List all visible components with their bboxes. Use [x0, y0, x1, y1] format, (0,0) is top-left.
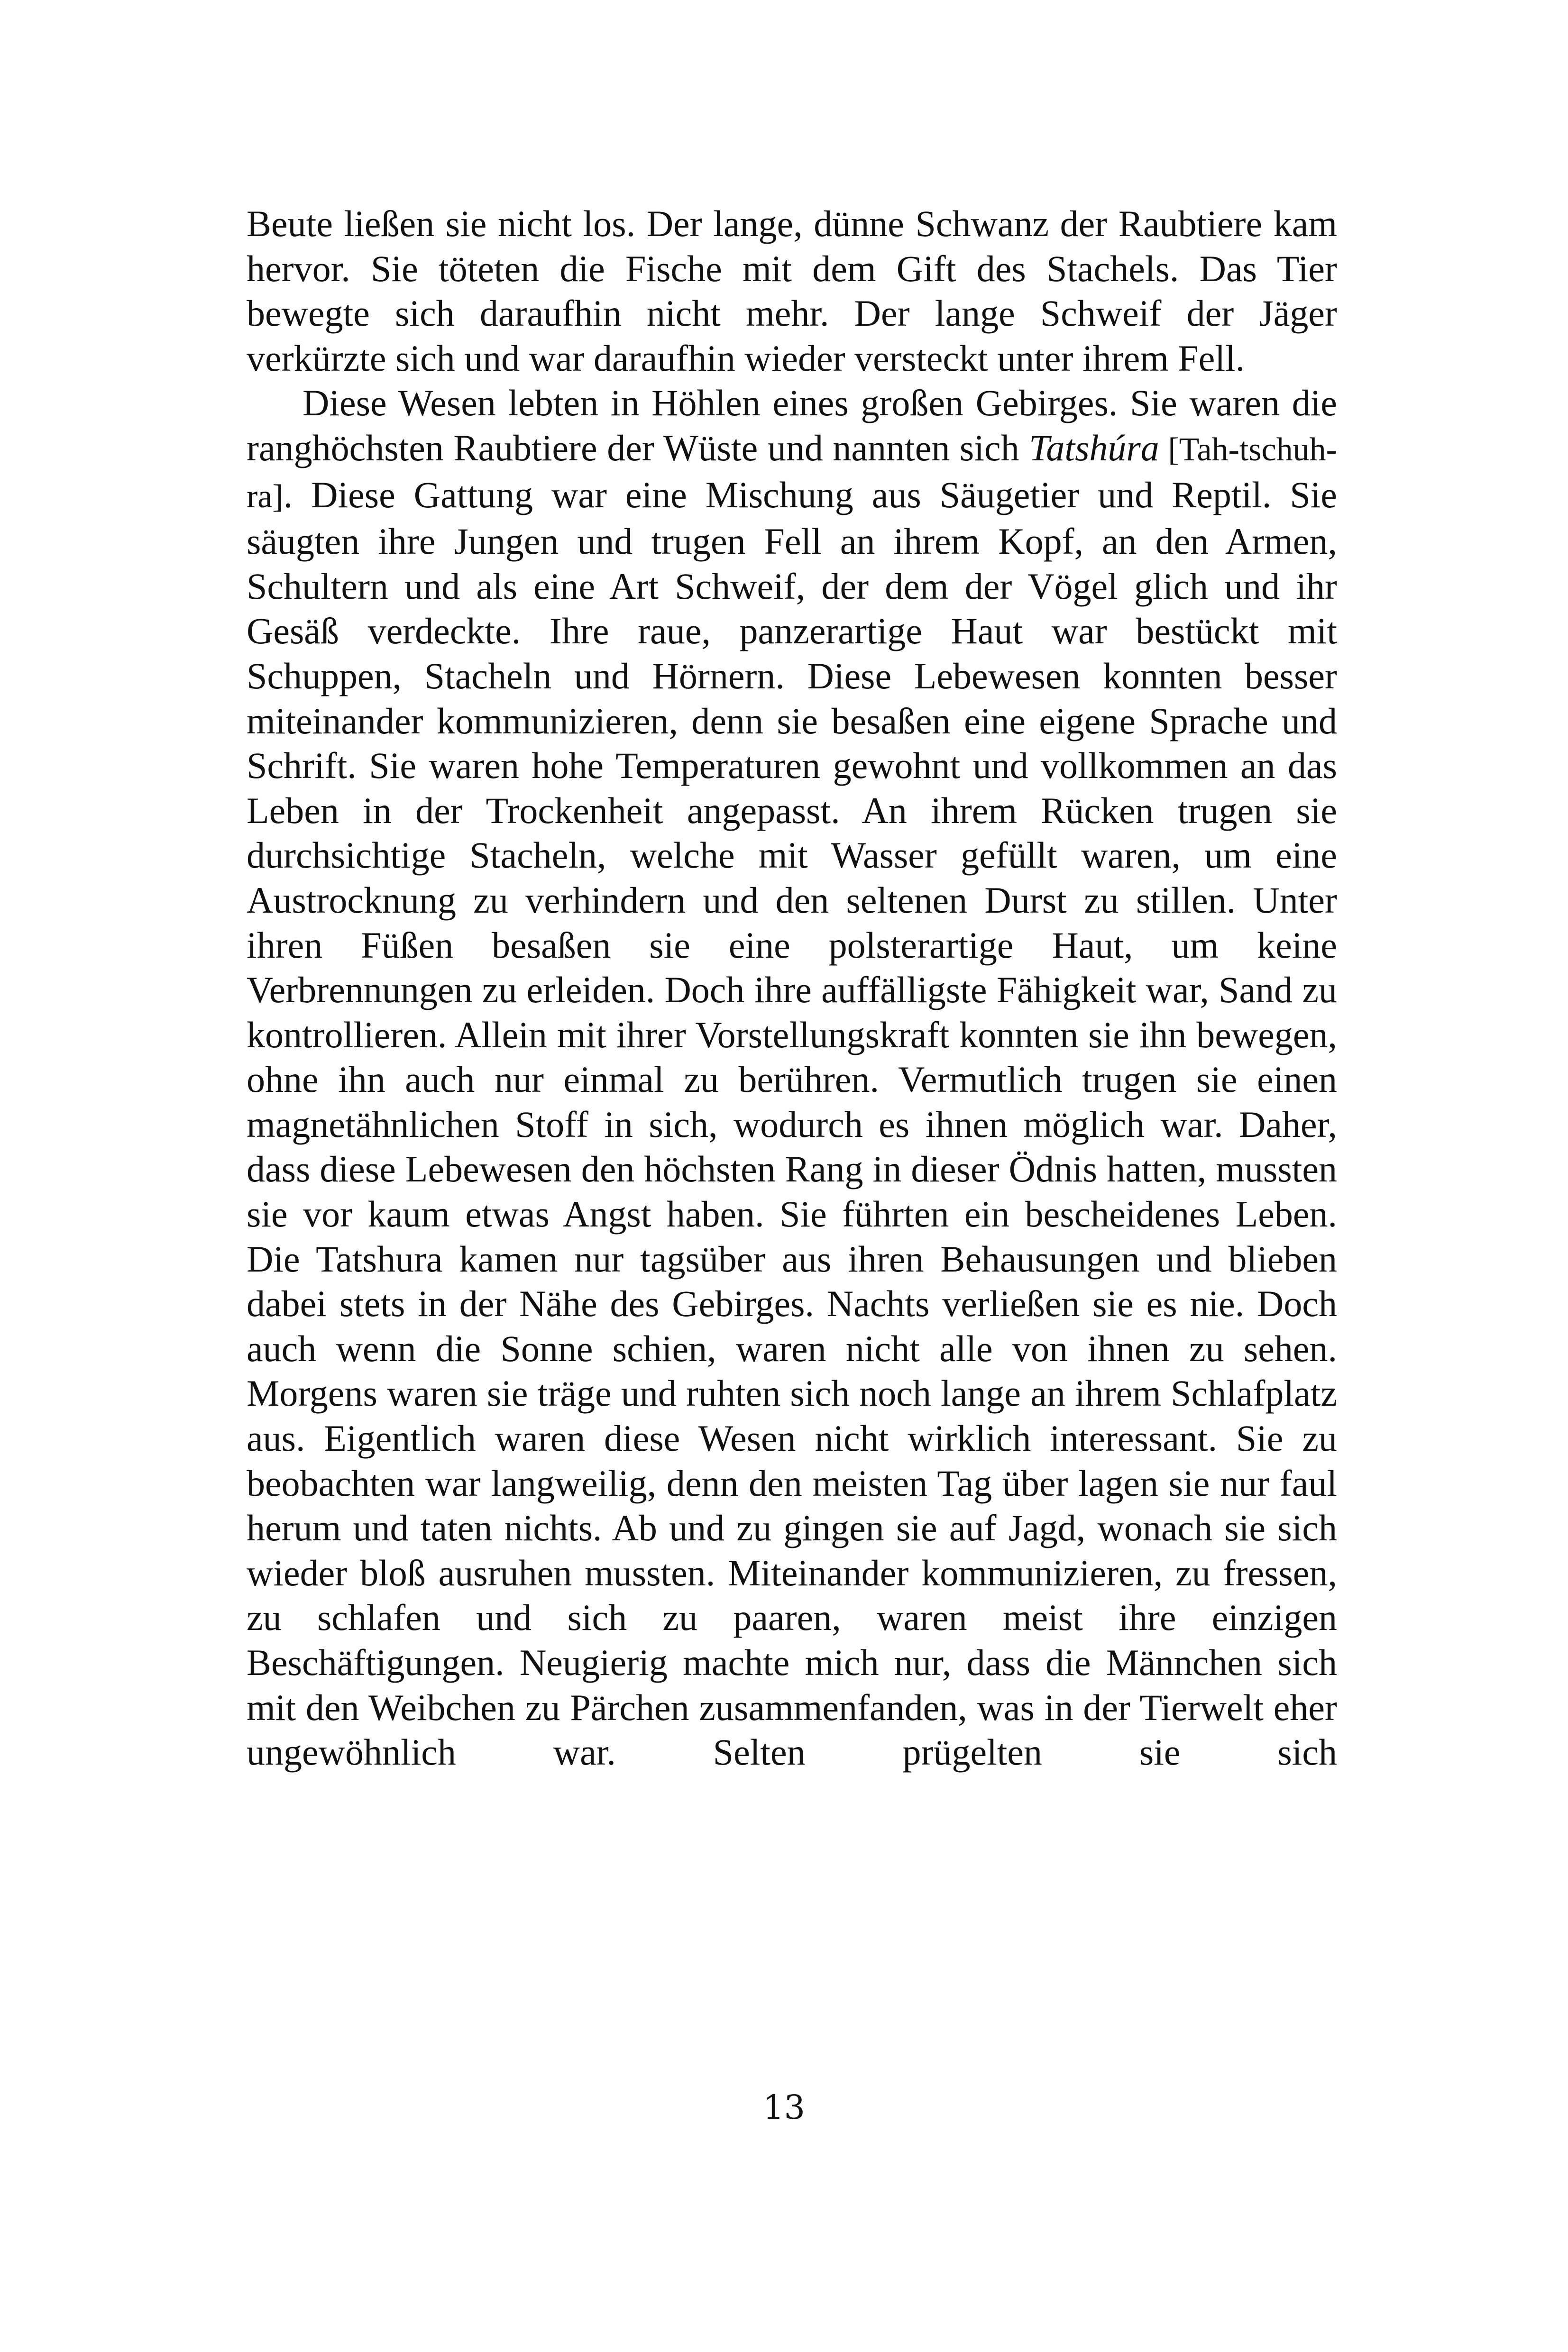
paragraph-2-lead: Diese Wesen lebten in Höhlen eines großen Gebirges. Sie waren die ranghöchsten Raubtiere der Wüste und nannten sich: [247, 382, 1337, 468]
paragraph-1: [247, 201, 1337, 381]
page-number: 13: [762, 2088, 806, 2127]
paragraph-2-rest: . Diese Gattung war eine Mischung aus Säugetier und Reptil. Sie säugten ihre Jungen und trugen Fell an ihrem Kopf, an den Armen, Schultern und als eine Art Schweif, der dem der Vögel glich und ihr Gesäß verdeckte. Ihre raue, panzerartige Haut war bestückt mit Schuppen, Stacheln und Hörnern. Diese Lebewesen konnten besser miteinander kommunizieren, denn sie besaßen eine eigene Sprache und Schrift. Sie waren hohe Temperaturen gewohnt und vollkommen an das Leben in der Trockenheit angepasst. An ihrem Rücken trugen sie durchsichtige Stacheln, welche mit Wasser gefüllt waren, um eine Austrocknung zu verhindern und den seltenen Durst zu stillen. Unter ihren Füßen besaßen sie eine polsterartige Haut, um keine Verbrennungen zu erleiden. Doch ihre auffälligste Fähigkeit war, Sand zu kontrollieren. Allein mit ihrer Vorstellungskraft konnten sie ihn bewegen, ohne ihn auch nur einmal zu berühren. Vermutlich trugen sie einen magnetähnlichen Stoff in sich, wodurch es ihnen möglich war. Daher, dass diese Lebewesen den höchsten Rang in dieser Ödnis hatten, mussten sie vor kaum etwas Angst haben. Sie führten ein bescheidenes Leben. Die Tatshura kamen nur tagsüber aus ihren Behausungen und blieben dabei stets in der Nähe des Gebirges. Nachts verließen sie es nie. Doch auch wenn die Sonne schien, waren nicht alle von ihnen zu sehen. Morgens waren sie träge und ruhten sich noch lange an ihrem Schlafplatz aus. Eigentlich waren diese Wesen nicht wirklich interessant. Sie zu beobachten war langweilig, denn den meisten Tag über lagen sie nur faul herum und taten nichts. Ab und zu gingen sie auf Jagd, wonach sie sich wieder bloß ausruhen mussten. Miteinander kommunizieren, zu fressen, zu schlafen und sich zu paaren, waren meist ihre einzigen Beschäftigungen. Neugierig machte mich nur, dass die Männchen sich mit den Weibchen zu Pärchen zusammenfanden, was in der Tierwelt eher ungewöhnlich war. Selten prügelten sie sich: [247, 474, 1337, 1773]
species-name: Tatshúra: [1029, 427, 1159, 468]
body-text: [247, 201, 1337, 1775]
paragraph-1-text: Beute ließen sie nicht los. Der lange, dünne Schwanz der Raubtiere kam hervor. Sie töteten die Fische mit dem Gift des Stachels. Das Tier bewegte sich daraufhin nicht mehr. Der lange Schweif der Jäger verkürzte sich und war daraufhin wieder versteckt unter ihrem Fell.: [247, 203, 1337, 379]
pronunciation: [Tah-tschuh-ra]: [247, 431, 1337, 515]
paragraph-2: [247, 381, 1337, 1775]
